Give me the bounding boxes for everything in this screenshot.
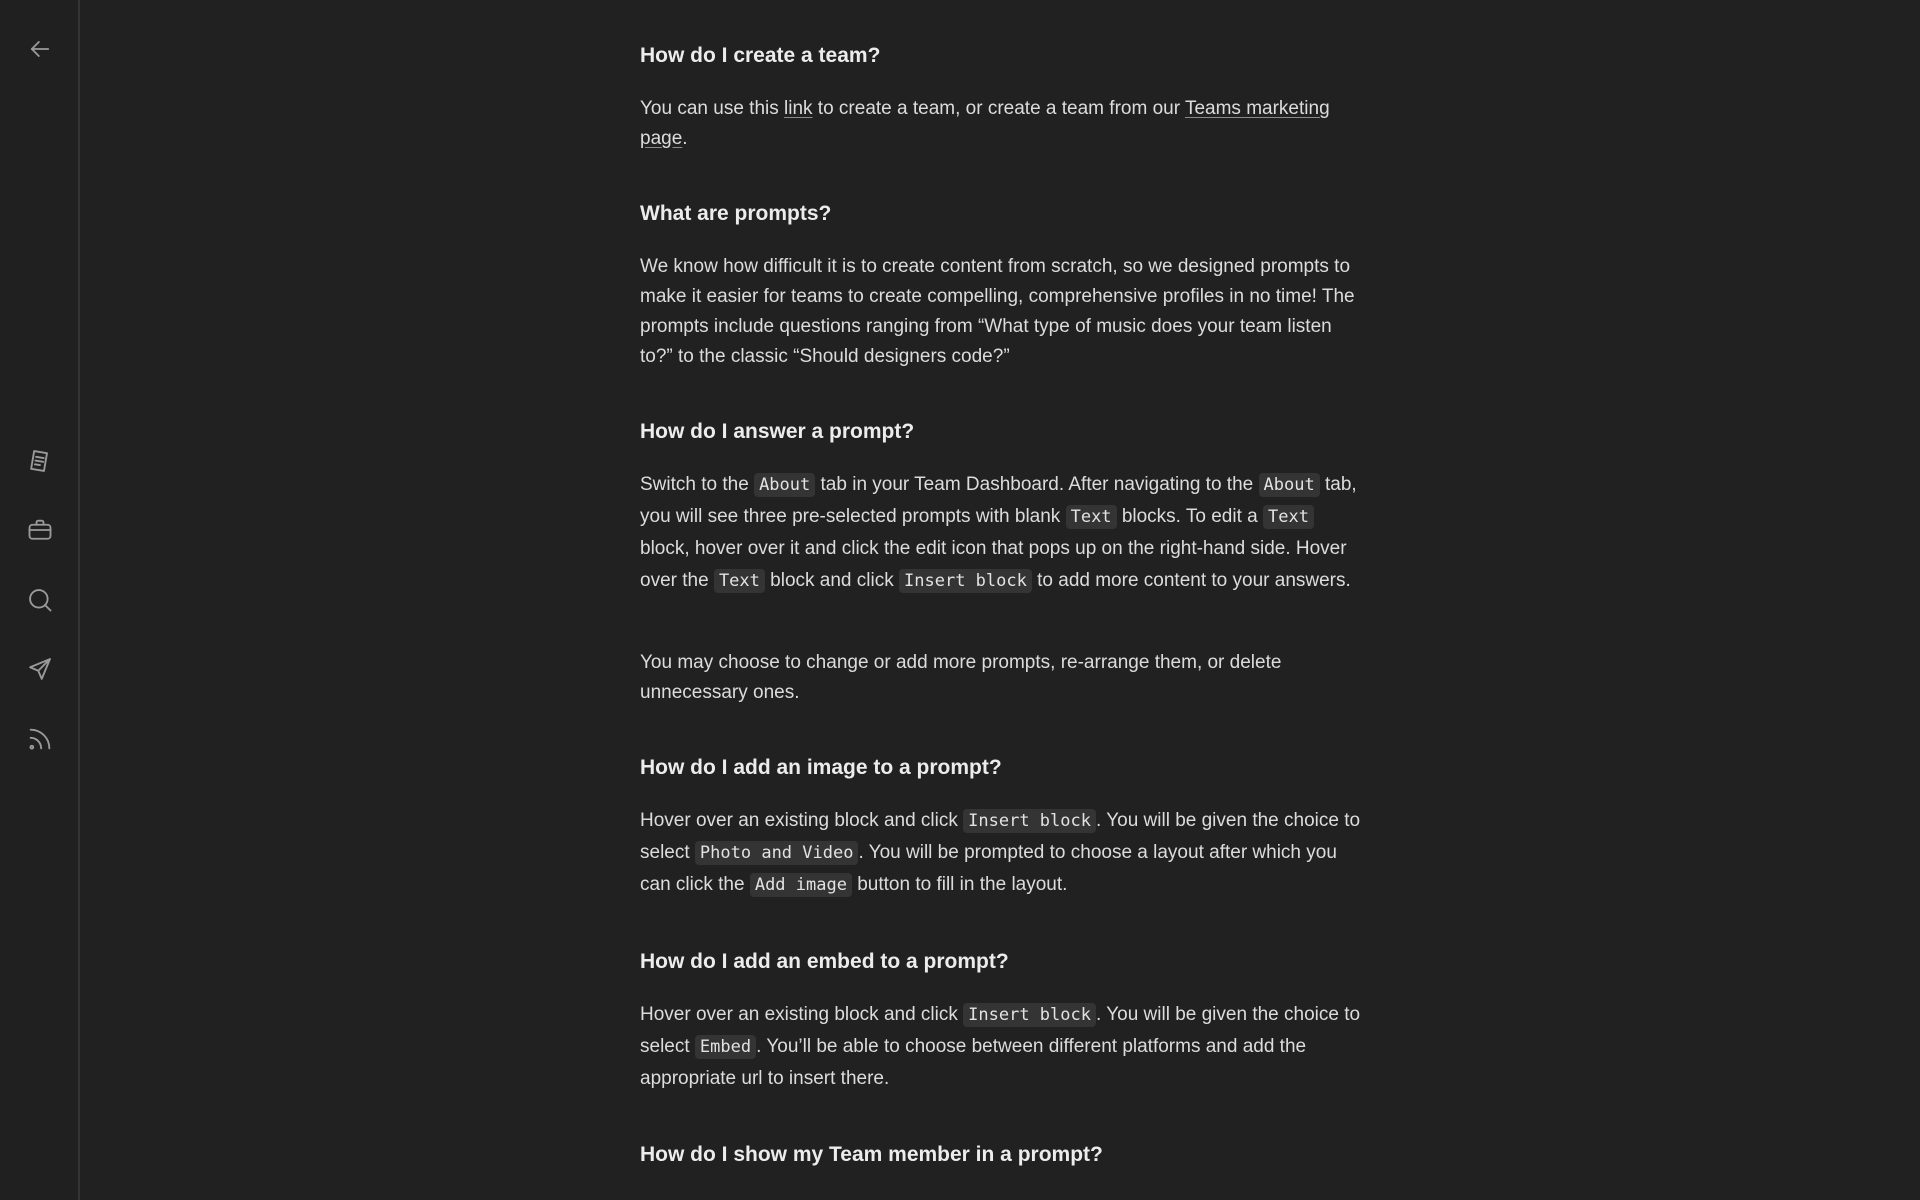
code-about: About <box>754 473 815 497</box>
answer-text: block and click <box>764 570 900 591</box>
faq-question-add-embed: How do I add an embed to a prompt? <box>640 950 1009 973</box>
answer-text: Hover over an existing block and click <box>640 810 964 831</box>
faq-answer-answer-prompt <box>640 469 1362 597</box>
faq-answer-create-team <box>640 94 1362 154</box>
create-team-link[interactable]: link <box>784 98 813 119</box>
answer-text: Switch to the <box>640 474 755 495</box>
code-embed: Embed <box>695 1035 756 1059</box>
answer-text: blocks. To edit a <box>1116 506 1263 527</box>
faq-question-show-team-member: How do I show my Team member in a prompt? <box>640 1143 1103 1166</box>
code-about: About <box>1259 473 1320 497</box>
code-text: Text <box>1263 505 1314 529</box>
send-icon <box>26 655 54 683</box>
answer-text: . <box>682 128 688 149</box>
search-icon <box>26 586 54 614</box>
briefcase-button[interactable] <box>20 510 60 550</box>
code-text: Text <box>1066 505 1117 529</box>
answer-text: tab in your Team Dashboard. After navigating to the <box>815 474 1259 495</box>
faq-question-answer-prompt: How do I answer a prompt? <box>640 420 915 443</box>
rss-button[interactable] <box>20 719 60 759</box>
back-button[interactable] <box>20 29 60 69</box>
arrow-left-icon <box>26 35 54 63</box>
answer-text: tab, you will see three pre-selected prompts with blank <box>640 474 1357 527</box>
send-button[interactable] <box>20 649 60 689</box>
document-button[interactable] <box>20 441 60 481</box>
answer-text: block, hover over it and click the edit icon that pops up on the right-hand side. Hover over the <box>640 538 1347 591</box>
answer-text: to create a team, or create a team from our <box>812 98 1185 119</box>
answer-text: button to fill in the layout. <box>851 874 1068 895</box>
faq-content <box>640 0 1362 1200</box>
search-button[interactable] <box>20 580 60 620</box>
code-text: Text <box>714 569 765 593</box>
answer-text: . You’ll be able to choose between different platforms and add the appropriate url to insert there. <box>640 1036 1307 1089</box>
code-insert-block: Insert block <box>963 809 1096 833</box>
sidebar <box>0 0 80 1200</box>
faq-answer-answer-prompt-extra: You may choose to change or add more prompts, re-arrange them, or delete unnecessary ones. <box>640 652 1282 703</box>
faq-question-add-image: How do I add an image to a prompt? <box>640 756 1002 779</box>
faq-answer-add-image <box>640 805 1362 901</box>
answer-text: to add more content to your answers. <box>1031 570 1351 591</box>
answer-text: . You will be given the choice to select <box>640 810 1361 863</box>
answer-text: You can use this <box>640 98 785 119</box>
rss-icon <box>26 725 54 753</box>
answer-text: . You will be prompted to choose a layout after which you can click the <box>640 842 1337 895</box>
faq-question-prompts: What are prompts? <box>640 202 832 225</box>
answer-text: . You will be given the choice to select <box>640 1004 1361 1057</box>
briefcase-icon <box>26 516 54 544</box>
code-insert-block: Insert block <box>899 569 1032 593</box>
faq-question-create-team: How do I create a team? <box>640 44 881 67</box>
teams-marketing-page-link[interactable]: Teams marketing page <box>640 98 1330 149</box>
document-icon <box>26 447 54 475</box>
answer-text: Hover over an existing block and click <box>640 1004 964 1025</box>
code-add-image: Add image <box>750 873 852 897</box>
code-insert-block: Insert block <box>963 1003 1096 1027</box>
code-photo-and-video: Photo and Video <box>695 841 859 865</box>
faq-answer-add-embed <box>640 999 1362 1095</box>
faq-answer-prompts: We know how difficult it is to create content from scratch, so we designed prompts to make it easier for teams to create compelling, comprehensive profiles in no time! The prompts include questions ranging from “What type of music does your team listen to?” to the classic “Should designers code?” <box>640 256 1355 367</box>
